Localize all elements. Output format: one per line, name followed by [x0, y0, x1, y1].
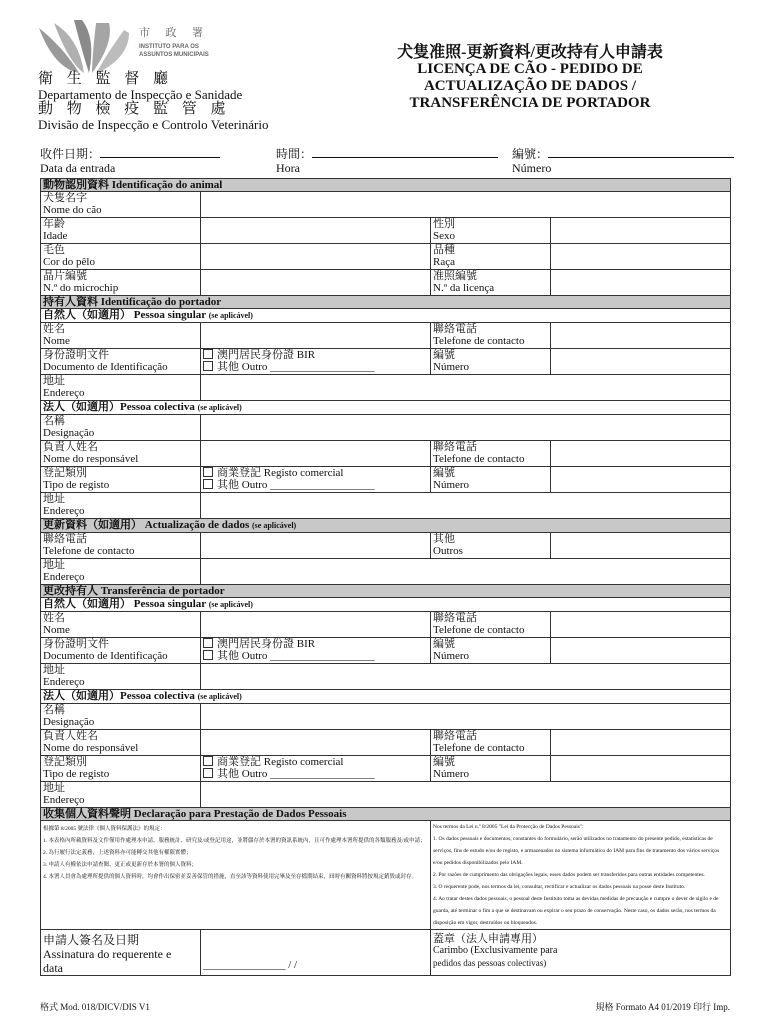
new-owner-doc-number-label: 編號 Número [431, 638, 551, 664]
div-pt: Divisão de Inspecção e Controlo Veterinário [38, 117, 269, 132]
bir-checkbox[interactable] [203, 349, 213, 359]
owner-doc-options [201, 349, 431, 375]
new-owner-doc-options [201, 638, 431, 664]
new-owner-address-label: 地址 Endereço [41, 664, 201, 690]
new-commercial-reg-label: 商業登記 Registo comercial [217, 756, 344, 768]
new-reg-label: 登記類別 Tipo de registo [41, 756, 201, 782]
commercial-reg-label: 商業登記 Registo comercial [217, 467, 344, 479]
other-doc-checkbox[interactable] [203, 361, 213, 371]
new-bir-checkbox[interactable] [203, 638, 213, 648]
update-other-label: 其他 Outros [431, 533, 551, 559]
update-tel-label: 聯絡電話 Telefone de contacto [41, 533, 201, 559]
sex-field[interactable] [551, 218, 731, 244]
time-field[interactable] [312, 146, 498, 158]
new-owner-doc-label: 身份證明文件 Documento de Identificação [41, 638, 201, 664]
dog-name-label: 犬隻名字 Nome do cão [41, 192, 201, 218]
signature-label: 申請人簽名及日期 Assinatura do requerente e data [41, 930, 201, 976]
new-reg-number-label: 編號 Número [431, 756, 551, 782]
owner-reg-number-field[interactable] [551, 467, 731, 493]
new-collective-address-label: 地址 Endereço [41, 782, 201, 808]
title-pt2: ACTUALIZAÇÃO DE DADOS / [423, 78, 637, 94]
new-owner-name-field[interactable] [201, 612, 431, 638]
age-field[interactable] [201, 218, 431, 244]
new-owner-tel-label: 聯絡電話 Telefone de contacto [431, 612, 551, 638]
owner-name-field[interactable] [201, 323, 431, 349]
licence-field[interactable] [551, 270, 731, 296]
animal-section: 動物認別資料 Identificação do animal [41, 179, 731, 192]
title-pt1: LICENÇA DE CÃO - PEDIDO DE [417, 61, 643, 77]
owner-address-field[interactable] [201, 375, 731, 401]
breed-field[interactable] [551, 244, 731, 270]
logo-line1: 市 政 署 [139, 26, 209, 39]
owner-natural-heading: 自然人（如適用） Pessoa singular (se aplicável) [41, 309, 731, 323]
new-owner-address-field[interactable] [201, 664, 731, 690]
owner-collective-address-label: 地址 Endereço [41, 493, 201, 519]
age-label: 年齡 Idade [41, 218, 201, 244]
declaration-zh: 根據第 8/2005 號法律《個人資料保護法》的規定： 1. 本表格內所載資料及文件僅用作處理本申請、服務統計、研究及/或登記用途，並將儲存於本署的資訊系統內，且可作處理本署所提供的各類服務及/或申請； 2. 為行履行法定義務，上述資料亦可能轉交其他有權限實體； 3. 申請人有權依法申請查閱、更正或更新存於本署的個人資料； 4. 本署人員會為處理所提供的個人資料時，均會作出保密並妥善保管的措施，直至該等資料使用完畢及至存檔期結束，屆時有關資料將按規定銷毀或封存。 [41, 821, 431, 930]
owner-responsible-field[interactable] [201, 441, 431, 467]
transfer-section: 更改持有人 Transferência de portador [41, 585, 731, 598]
time-label-pt: Hora [276, 161, 300, 175]
signature-blanks: _______________ / / [203, 959, 298, 971]
owner-collective-tel-label: 聯絡電話 Telefone de contacto [431, 441, 551, 467]
time-label-zh: 時間： [276, 147, 313, 161]
coat-field[interactable] [201, 244, 431, 270]
new-responsible-label: 負責人姓名 Nome do responsável [41, 730, 201, 756]
format-info: 規格 Formato A4 01/2019 印行 Imp. [595, 1002, 730, 1012]
owner-reg-options [201, 467, 431, 493]
owner-designation-label: 名稱 Designação [41, 415, 201, 441]
owner-reg-label: 登記類別 Tipo de registo [41, 467, 201, 493]
owner-collective-address-field[interactable] [201, 493, 731, 519]
owner-designation-field[interactable] [201, 415, 731, 441]
microchip-label: 晶片編號 N.º do microchip [41, 270, 201, 296]
department-block [38, 72, 338, 132]
new-commercial-reg-checkbox[interactable] [203, 756, 213, 766]
new-collective-address-field[interactable] [201, 782, 731, 808]
other-doc-label: 其他 Outro ___________________ [217, 361, 375, 373]
dog-name-field[interactable] [201, 192, 731, 218]
application-form [40, 178, 731, 976]
signature-field[interactable] [201, 930, 431, 976]
update-address-field[interactable] [201, 559, 731, 585]
owner-collective-heading: 法人（如適用）Pessoa colectiva (se aplicável) [41, 401, 731, 415]
commercial-reg-checkbox[interactable] [203, 467, 213, 477]
owner-collective-tel-field[interactable] [551, 441, 731, 467]
iam-logo [34, 18, 234, 78]
microchip-field[interactable] [201, 270, 431, 296]
new-designation-field[interactable] [201, 704, 731, 730]
owner-responsible-label: 負責人姓名 Nome do responsável [41, 441, 201, 467]
date-label-pt: Data da entrada [40, 161, 116, 175]
owner-tel-label: 聯絡電話 Telefone de contacto [431, 323, 551, 349]
coat-label: 毛色 Cor do pêlo [41, 244, 201, 270]
new-owner-doc-number-field[interactable] [551, 638, 731, 664]
number-label-pt: Número [512, 161, 552, 175]
update-section: 更新資料（如適用） Actualização de dados (se aplicável) [41, 519, 731, 533]
div-zh: 動 物 檢 疫 監 管 處 [38, 101, 231, 117]
owner-address-label: 地址 Endereço [41, 375, 201, 401]
new-collective-tel-field[interactable] [551, 730, 731, 756]
owner-doc-number-field[interactable] [551, 349, 731, 375]
new-other-reg-label: 其他 Outro ___________________ [217, 768, 375, 780]
form-title [330, 44, 730, 112]
breed-label: 品種 Raça [431, 244, 551, 270]
new-other-reg-checkbox[interactable] [203, 768, 213, 778]
bir-label: 澳門居民身份證 BIR [217, 349, 316, 361]
new-other-doc-label: 其他 Outro ___________________ [217, 650, 375, 662]
update-tel-field[interactable] [201, 533, 431, 559]
number-label-zh: 編號： [512, 147, 549, 161]
new-bir-label: 澳門居民身份證 BIR [217, 638, 316, 650]
other-reg-label: 其他 Outro ___________________ [217, 479, 375, 491]
owner-doc-label: 身份證明文件 Documento de Identificação [41, 349, 201, 375]
transfer-collective-heading: 法人（如適用）Pessoa colectiva (se aplicável) [41, 690, 731, 704]
update-other-field[interactable] [551, 533, 731, 559]
lotus-logo-icon [34, 18, 234, 78]
dept-pt: Departamento de Inspecção e Sanidade [38, 87, 243, 102]
new-owner-tel-field[interactable] [551, 612, 731, 638]
update-address-label: 地址 Endereço [41, 559, 201, 585]
owner-reg-number-label: 編號 Número [431, 467, 551, 493]
sex-label: 性別 Sexo [431, 218, 551, 244]
number-field[interactable] [548, 146, 734, 158]
title-zh: 犬隻准照-更新資料/更改持有人申請表 [397, 44, 663, 61]
transfer-natural-heading: 自然人（如適用） Pessoa singular (se aplicável) [41, 598, 731, 612]
logo-line3: ASSUNTOS MUNICIPAIS [139, 52, 209, 58]
new-reg-options [201, 756, 431, 782]
other-reg-checkbox[interactable] [203, 479, 213, 489]
licence-label: 准照編號 N.º da licença [431, 270, 551, 296]
new-owner-name-label: 姓名 Nome [41, 612, 201, 638]
date-label-zh: 收件日期： [40, 147, 101, 161]
title-pt3: TRANSFERÊNCIA DE PORTADOR [409, 95, 651, 111]
new-responsible-field[interactable] [201, 730, 431, 756]
owner-section: 持有人資料 Identificação do portador [41, 296, 731, 309]
logo-line2: INSTITUTO PARA OS [139, 44, 199, 50]
owner-doc-number-label: 編號 Número [431, 349, 551, 375]
new-designation-label: 名稱 Designação [41, 704, 201, 730]
declaration-pt: Nos termos da Lei n.º 8/2005 "Lei da Protecção de Dados Pessoais": 1. Os dados pessoais e documentos, constantes do formulário, serão utilizados no tratamento do presente pedido, estatísticas de serviços, fins de estudo e/ou de registo, e armazenados no sistema informático do IAM para fins de tratamento dos vários serviços e/ou pedidos disponibilizados pelo IAM. 2. Por razões de cumprimento das obrigações legais, esses dados podem ser transferidos para outras entidades competentes. 3. O requerente pode, nos termos da lei, consultar, rectificar e actualizar os dados pessoais na posse deste Instituto. 4. Ao tratar destes dados pessoais, o pessoal deste Instituto toma as devidas medidas de precaução e cumpre o dever de sigilo e de guarda, até terminar o fim a que se destinavam ou expirar o seu prazo de conservação. Neste caso, os dados serão, nos termos da disposição em vigor, destruídos ou bloqueados. [431, 821, 731, 930]
new-other-doc-checkbox[interactable] [203, 650, 213, 660]
new-collective-tel-label: 聯絡電話 Telefone de contacto [431, 730, 551, 756]
owner-name-label: 姓名 Nome [41, 323, 201, 349]
dept-zh: 衛 生 監 督 廳 [38, 71, 174, 87]
form-code: 格式 Mod. 018/DICV/DIS V1 [40, 1002, 150, 1012]
new-reg-number-field[interactable] [551, 756, 731, 782]
date-field[interactable] [100, 146, 220, 158]
stamp-box[interactable]: 蓋章（法人申請專用） Carimbo (Exclusivamente para pedidos das pessoas colectivas) [431, 930, 731, 976]
receipt-meta [40, 146, 740, 176]
declaration-section: 收集個人資料聲明 Declaração para Prestação de Dados Pessoais [41, 808, 731, 821]
owner-tel-field[interactable] [551, 323, 731, 349]
